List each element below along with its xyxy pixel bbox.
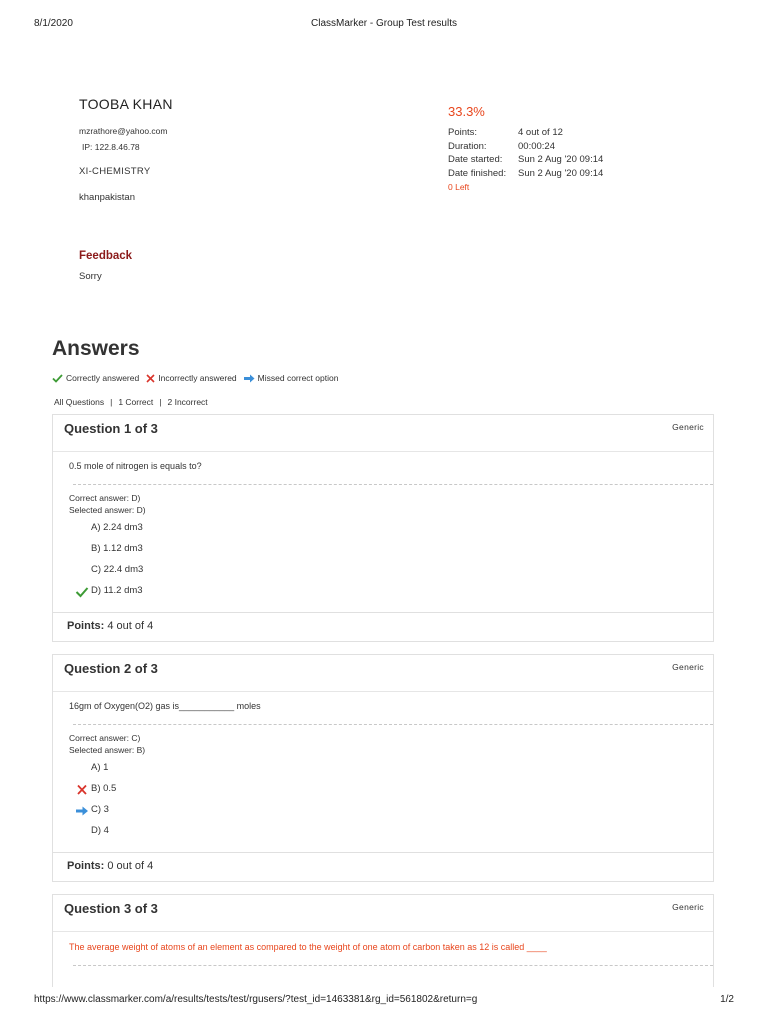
score-value: 4 out of 12 — [518, 127, 563, 138]
question-header — [53, 895, 713, 932]
question-title: Question 3 of 3 — [64, 901, 158, 916]
score-value: 00:00:24 — [518, 140, 555, 152]
legend-correct — [52, 373, 139, 383]
points-value: 0 out of 4 — [107, 860, 154, 872]
score-row — [448, 154, 603, 168]
question-card — [52, 894, 714, 987]
question-points — [67, 620, 153, 632]
divider — [73, 724, 713, 725]
score-summary — [448, 104, 668, 192]
question-card — [52, 414, 714, 642]
question-text: 0.5 mole of nitrogen is equals to? — [69, 461, 202, 471]
legend-incorrect — [146, 373, 236, 383]
selected-answer: Selected answer: B) — [69, 745, 146, 755]
question-header — [53, 655, 713, 692]
page-url[interactable]: https://www.classmarker.com/a/results/tests/test/rgusers/?test_id=1463381&rg_id=561802&return=g — [34, 994, 478, 1005]
legend-correct-label: Correctly answered — [66, 373, 140, 383]
answer-option: C) 22.4 dm3 — [91, 564, 144, 575]
feedback-text: Sorry — [79, 271, 102, 282]
correct-answer: Correct answer: D) — [69, 493, 141, 503]
answer-info — [69, 492, 146, 516]
question-header — [53, 415, 713, 452]
answer-option-missed — [91, 804, 109, 818]
legend-missed — [244, 373, 339, 383]
selected-answer: Selected answer: D) — [69, 505, 146, 515]
answers-heading: Answers — [52, 337, 140, 360]
page-title: ClassMarker - Group Test results — [311, 18, 457, 29]
score-row — [448, 168, 603, 182]
score-value: Sun 2 Aug '20 09:14 — [518, 167, 604, 179]
user-name: TOOBA KHAN — [79, 96, 173, 112]
answer-option: A) 1 — [91, 762, 109, 773]
user-info — [79, 96, 173, 203]
answers-legend — [52, 373, 345, 383]
points-value: 4 out of 4 — [107, 620, 154, 632]
feedback-section — [79, 250, 132, 282]
user-group: XI-CHEMISTRY — [79, 166, 151, 177]
score-label: Points: — [448, 127, 478, 138]
answer-filters — [54, 397, 208, 407]
score-label: Duration: — [448, 140, 487, 152]
question-category: Generic — [672, 422, 704, 432]
answer-option: B) 1.12 dm3 — [91, 543, 143, 554]
score-row — [448, 127, 603, 141]
score-row — [448, 141, 603, 155]
answer-option: A) 2.24 dm3 — [91, 522, 143, 533]
question-category: Generic — [672, 902, 704, 912]
answer-option: D) 4 — [91, 825, 109, 836]
divider — [73, 484, 713, 485]
user-location: khanpakistan — [79, 192, 135, 203]
answer-info — [69, 732, 145, 756]
filter-correct[interactable]: 1 Correct — [118, 397, 154, 407]
filter-separator: | — [110, 397, 113, 407]
feedback-heading: Feedback — [79, 250, 133, 262]
answer-option-incorrect — [91, 783, 116, 797]
question-title: Question 1 of 3 — [64, 421, 158, 436]
page-number: 1/2 — [720, 994, 734, 1005]
time-left: 0 Left — [448, 182, 470, 192]
option-label: C) 3 — [91, 804, 109, 815]
filter-incorrect[interactable]: 2 Incorrect — [167, 397, 208, 407]
user-ip: IP: 122.8.46.78 — [82, 142, 140, 152]
legend-missed-label: Missed correct option — [257, 373, 339, 383]
question-title: Question 2 of 3 — [64, 661, 158, 676]
check-icon — [52, 374, 63, 383]
option-label: D) 11.2 dm3 — [91, 585, 143, 596]
question-card — [52, 654, 714, 882]
arrow-icon — [244, 374, 255, 383]
question-footer — [53, 612, 713, 641]
score-percent: 33.3% — [448, 104, 485, 119]
question-category: Generic — [672, 662, 704, 672]
score-value: Sun 2 Aug '20 09:14 — [518, 154, 604, 165]
question-footer — [53, 852, 713, 881]
check-icon — [75, 586, 89, 598]
score-label: Date finished: — [448, 167, 507, 179]
score-label: Date started: — [448, 154, 503, 165]
correct-answer: Correct answer: C) — [69, 733, 141, 743]
filter-separator: | — [159, 397, 162, 407]
question-points — [67, 860, 153, 872]
points-label: Points: — [67, 860, 105, 872]
answer-option-correct — [91, 585, 143, 599]
print-date: 8/1/2020 — [34, 18, 73, 29]
arrow-icon — [75, 805, 89, 817]
score-details — [448, 127, 603, 181]
legend-incorrect-label: Incorrectly answered — [158, 373, 237, 383]
question-text: 16gm of Oxygen(O2) gas is___________ moles — [69, 701, 261, 711]
page-header — [34, 18, 734, 32]
user-email: mzrathore@yahoo.com — [79, 126, 168, 136]
divider — [73, 965, 713, 966]
question-text: The average weight of atoms of an element as compared to the weight of one atom of carbon taken as 12 is called ____ — [69, 942, 547, 952]
cross-icon — [75, 784, 89, 796]
cross-icon — [146, 374, 155, 383]
page-footer — [34, 994, 734, 1008]
points-label: Points: — [67, 620, 105, 632]
filter-all[interactable]: All Questions — [54, 397, 105, 407]
option-label: B) 0.5 — [91, 783, 117, 794]
